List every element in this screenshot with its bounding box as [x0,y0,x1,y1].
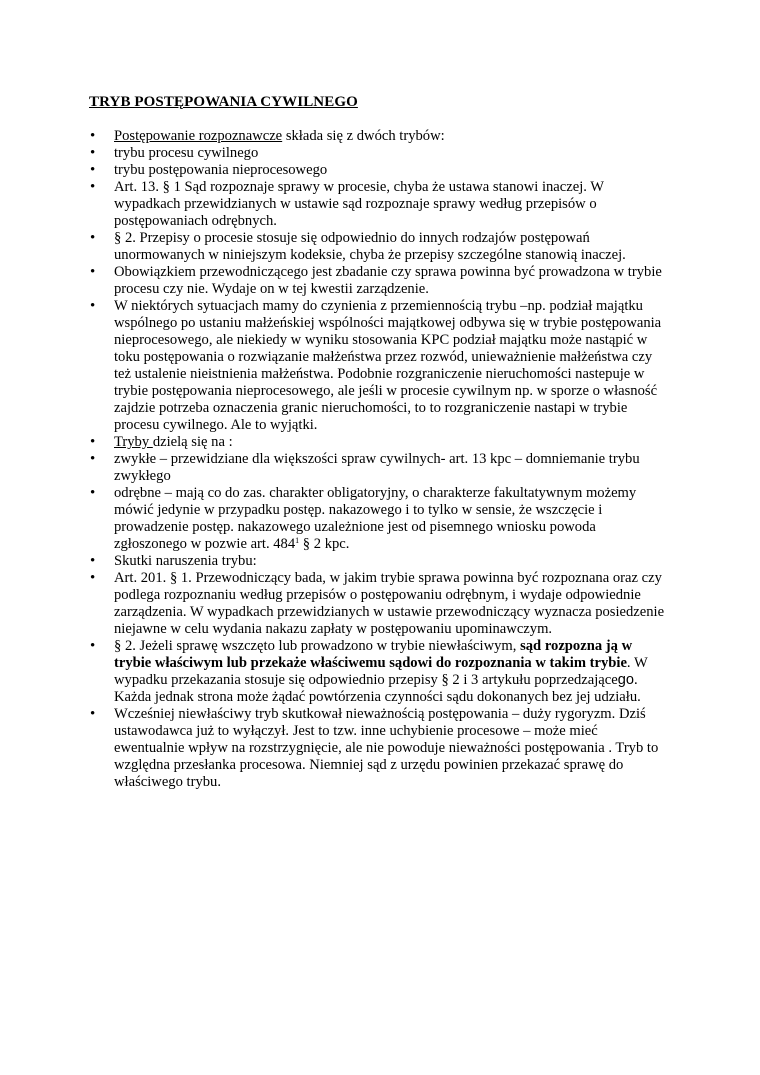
item-text: . W wypadku przekazania stosuje się odpowiednio przepisy § 2 i 3 artykułu poprzedzające [114,655,648,688]
list-item [89,434,668,451]
item-text: . Każda jednak strona może żądać powtórzenia czynności sądu dokonanych bez jej udziału. [114,672,641,705]
item-text: składa się z dwóch trybów: [282,128,445,144]
item-text: § 2. Jeżeli sprawę wszczęto lub prowadzono w trybie niewłaściwym, [114,638,521,654]
list-item: • trybu postępowania nieprocesowego [89,162,668,179]
bullet-list [89,128,668,791]
list-item: • trybu procesu cywilnego [89,145,668,162]
list-item: • § 2. Przepisy o procesie stosuje się odpowiednio do innych rodzajów postępowań unormowanych w niniejszym kodeksie, chyba że przepisy szczególne stanowią inaczej. [89,230,668,264]
list-item: • zwykłe – przewidziane dla większości spraw cywilnych- art. 13 kpc – domniemanie trybu zwykłego [89,451,668,485]
sans-fragment: go [617,672,634,688]
list-item: • W niektórych sytuacjach mamy do czynienia z przemiennością trybu –np. podział majątku wspólnego po ustaniu małżeńskiej wspólności majątkowej odbywa się w trybie postępowania nieprocesowego, ale niekiedy w wyniku stosowania KPC podział majątku może nastąpić w toku postępowania o rozwiązanie małżeństwa przez rozwód, unieważnienie małżeństwa czy też ustalenie nieistnienia małżeństwa. Podobnie rozgraniczenie nieruchomości nastepuje w trybie postępowania nieprocesowego, ale jeśli w procesie cywilnym np. w sporze o własność zajdzie potrzeba oznaczenia granic nieruchomości, to to rozgraniczenie nastapi w trybie procesu cywilnego. Ale to wyjątki. [89,298,668,434]
list-item: • Wcześniej niewłaściwy tryb skutkował nieważnością postępowania – duży rygoryzm. Dziś ustawodawca już to wyłączył. Jest to tzw. inne uchybienie procesowe – może mieć ewentualnie wpływ na rozstrzygnięcie, ale nie powoduje nieważności postępowania . Tryb to względna przesłanka procesowa. Niemniej sąd z urzędu powinien przekazać sprawę do właściwego trybu. [89,706,668,791]
list-item [89,485,668,553]
list-item: • Skutki naruszenia trybu: [89,553,668,570]
list-item [89,638,668,706]
item-text: § 2 kpc. [299,536,350,552]
underlined-term: Tryby [114,434,153,450]
underlined-term: Postępowanie rozpoznawcze [114,128,283,144]
item-text: odrębne – mają co do zas. charakter obligatoryjny, o charakterze fakultatywnym możemy mówić jedynie w przypadku postęp. nakazowego i to tylko w sensie, że wszczęcie i prowadzenie postęp. nakazowego uzależnione jest od pisemnego wniosku powoda zgłoszonego w pozwie art. 484 [114,485,637,552]
item-text: dzielą się na : [152,434,233,450]
list-item: • Art. 201. § 1. Przewodniczący bada, w jakim trybie sprawa powinna być rozpoznana oraz czy podlega rozpoznaniu według przepisów o postępowaniu odrębnym, i wydaje odpowiednie zarządzenia. W wypadkach przewidzianych w ustawie przewodniczący wyznacza posiedzenie niejawne w celu wydania nakazu zapłaty w postępowaniu upominawczym. [89,570,668,638]
list-item: • Obowiązkiem przewodniczącego jest zbadanie czy sprawa powinna być prowadzona w trybie procesu czy nie. Wydaje on w tej kwestii zarządzenie. [89,264,668,298]
list-item [89,128,668,145]
superscript: 1 [295,536,300,545]
list-item: • Art. 13. § 1 Sąd rozpoznaje sprawy w procesie, chyba że ustawa stanowi inaczej. W wypadkach przewidzianych w ustawie sąd rozpoznaje sprawy według przepisów o postępowaniach odrębnych. [89,179,668,230]
document-title: TRYB POSTĘPOWANIA CYWILNEGO [89,94,358,110]
bold-text: sąd rozpozna ją w trybie właściwym lub przekaże właściwemu sądowi do rozpoznania w takim trybie [114,638,633,671]
